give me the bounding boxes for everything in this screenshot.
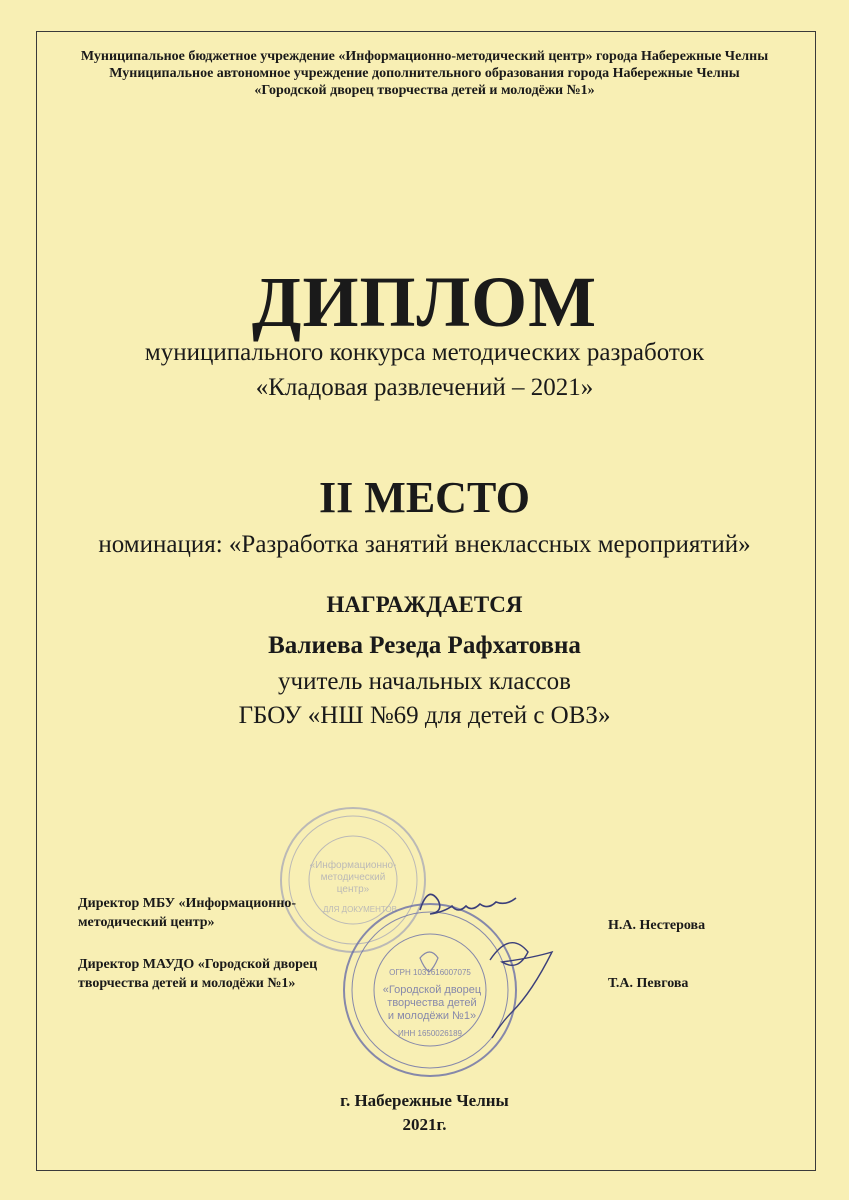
stamp-palace	[344, 904, 516, 1076]
svg-text:«Информационно-: «Информационно-	[309, 860, 397, 871]
signature-pevgova	[490, 943, 552, 1038]
signer-2-title-line-2: творчества детей и молодёжи №1»	[78, 976, 296, 991]
diploma-title: ДИПЛОМ	[251, 262, 598, 342]
place-heading: II МЕСТО	[319, 473, 530, 522]
footer-year: 2021г.	[402, 1115, 447, 1134]
header-line-1: Муниципальное бюджетное учреждение «Информационно-методический центр» города Набережные Челны	[80, 49, 769, 64]
awarded-heading: НАГРАЖДАЕТСЯ	[326, 592, 523, 617]
header-line-3: «Городской дворец творчества детей и молодёжи №1»	[254, 83, 595, 98]
svg-text:творчества детей: творчества детей	[387, 997, 477, 1009]
footer-city: г. Набережные Челны	[340, 1091, 509, 1110]
contest-line-1: муниципального конкурса методических разработок	[144, 339, 705, 366]
svg-text:методический: методический	[320, 872, 386, 883]
signer-1-title-line-2: методический центр»	[78, 915, 215, 930]
svg-text:ДЛЯ ДОКУМЕНТОВ: ДЛЯ ДОКУМЕНТОВ	[322, 905, 398, 914]
contest-line-2: «Кладовая развлечений – 2021»	[255, 374, 594, 401]
svg-text:и молодёжи №1»: и молодёжи №1»	[387, 1010, 477, 1022]
nomination-text: номинация: «Разработка занятий внеклассных мероприятий»	[98, 531, 751, 558]
recipient-position: учитель начальных классов	[278, 668, 571, 695]
svg-text:«Городской дворец: «Городской дворец	[382, 984, 482, 996]
recipient-name: Валиева Резеда Рафхатовна	[268, 632, 581, 659]
signer-2-name: Т.А. Певгова	[608, 976, 689, 991]
signer-1-title-line-1: Директор МБУ «Информационно-	[78, 896, 297, 911]
svg-text:ИНН 1650026189: ИНН 1650026189	[397, 1029, 463, 1038]
signer-2-title-line-1: Директор МАУДО «Городской дворец	[78, 957, 318, 972]
header-line-2: Муниципальное автономное учреждение дополнительного образования города Набережные Челны	[109, 66, 740, 81]
svg-text:центр»: центр»	[336, 884, 370, 895]
svg-text:ОГРН 1031616007075: ОГРН 1031616007075	[389, 968, 471, 977]
recipient-organization: ГБОУ «НШ №69 для детей с ОВЗ»	[238, 702, 611, 729]
stamp-methodical-center	[281, 808, 425, 952]
signer-1-name: Н.А. Нестерова	[608, 918, 706, 933]
